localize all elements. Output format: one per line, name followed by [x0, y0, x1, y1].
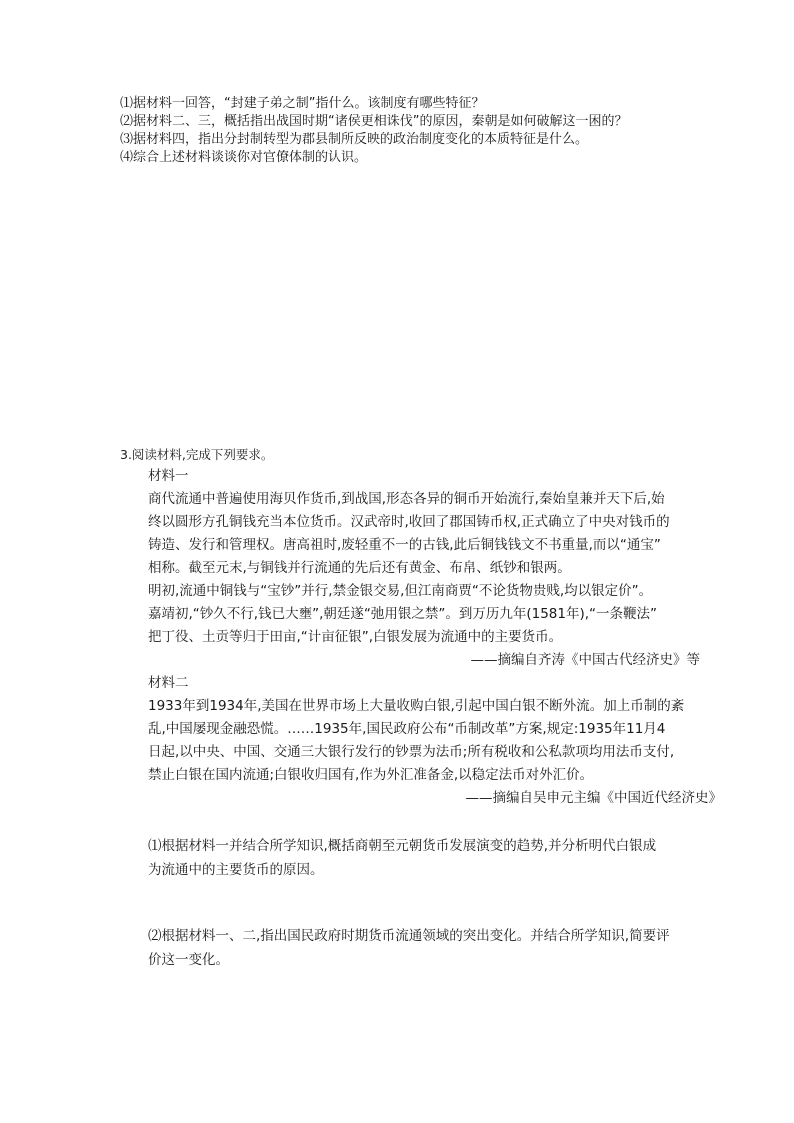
material-1-source: ——摘编自齐涛《中国古代经济史》等: [470, 652, 700, 668]
text-line: 嘉靖初,“钞久不行,钱已大壅”,朝廷遂“弛用银之禁”。到万历九年(1581年),“一条鞭法”: [148, 606, 658, 622]
text-line: 乱,中国屡现金融恐慌。……1935年,国民政府公布“币制改革”方案,规定:1935年11月4: [148, 721, 666, 737]
text-line: 把丁役、土贡等归于田亩,“计亩征银”,白银发展为流通中的主要货币。: [148, 629, 563, 645]
sub-question-1: [148, 834, 700, 882]
text-line: 商代流通中普遍使用海贝作货币,到战国,形态各异的铜币开始流行,秦始皇兼并天下后,始: [148, 491, 665, 507]
text-line: 终以圆形方孔铜钱充当本位货币。汉武帝时,收回了郡国铸币权,正式确立了中央对钱币的: [148, 514, 670, 530]
text-line: 日起,以中央、中国、交通三大银行发行的钞票为法币;所有税收和公私款项均用法币支付,: [148, 744, 675, 760]
question-1: ⑴据材料一回答，“封建子弟之制”指什么。该制度有哪些特征？: [120, 96, 485, 111]
material-1-label: 材料一: [148, 468, 189, 484]
material-2-paragraph: [148, 695, 700, 787]
material-1-paragraph-1: [148, 488, 700, 580]
text-line: 价这一变化。: [148, 952, 229, 968]
text-line: 相称。截至元末,与铜钱并行流通的先后还有黄金、布帛、纸钞和银两。: [148, 560, 571, 576]
text-line: ⑵根据材料一、二,指出国民政府时期货币流通领域的突出变化。并结合所学知识,简要评: [148, 928, 670, 944]
sub-question-2: [148, 924, 700, 972]
section-title: 3.阅读材料,完成下列要求。: [120, 447, 274, 462]
question-4: ⑷综合上述材料谈谈你对官僚体制的认识。: [120, 150, 368, 165]
text-line: 明初,流通中铜钱与“宝钞”并行,禁金银交易,但江南商贾“不论货物贵贱,均以银定价”。: [148, 583, 653, 599]
text-line: 为流通中的主要货币的原因。: [148, 862, 324, 878]
text-line: 铸造、发行和管理权。唐高祖时,废轻重不一的古钱,此后铜钱钱文不书重量,而以“通宝”: [148, 537, 661, 553]
question-2: ⑵据材料二、三，概括指出战国时期“诸侯更相诛伐”的原因，秦朝是如何破解这一困的？: [120, 114, 628, 129]
material-1-paragraph-2: [148, 580, 700, 649]
text-line: 1933年到1934年,美国在世界市场上大量收购白银,引起中国白银不断外流。加上币制的紊: [148, 698, 685, 714]
text-line: ⑴根据材料一并结合所学知识,概括商朝至元朝货币发展演变的趋势,并分析明代白银成: [148, 838, 657, 854]
material-2-label: 材料二: [148, 675, 189, 691]
question-3: ⑶据材料四，指出分封制转型为郡县制所反映的政治制度变化的本质特征是什么。: [120, 132, 589, 147]
section-3: [120, 445, 722, 972]
material-2-source: ——摘编自吴申元主编《中国近代经济史》: [465, 790, 722, 806]
top-questions: [120, 95, 627, 167]
text-line: 禁止白银在国内流通;白银收归国有,作为外汇准备金,以稳定法币对外汇价。: [148, 767, 594, 783]
